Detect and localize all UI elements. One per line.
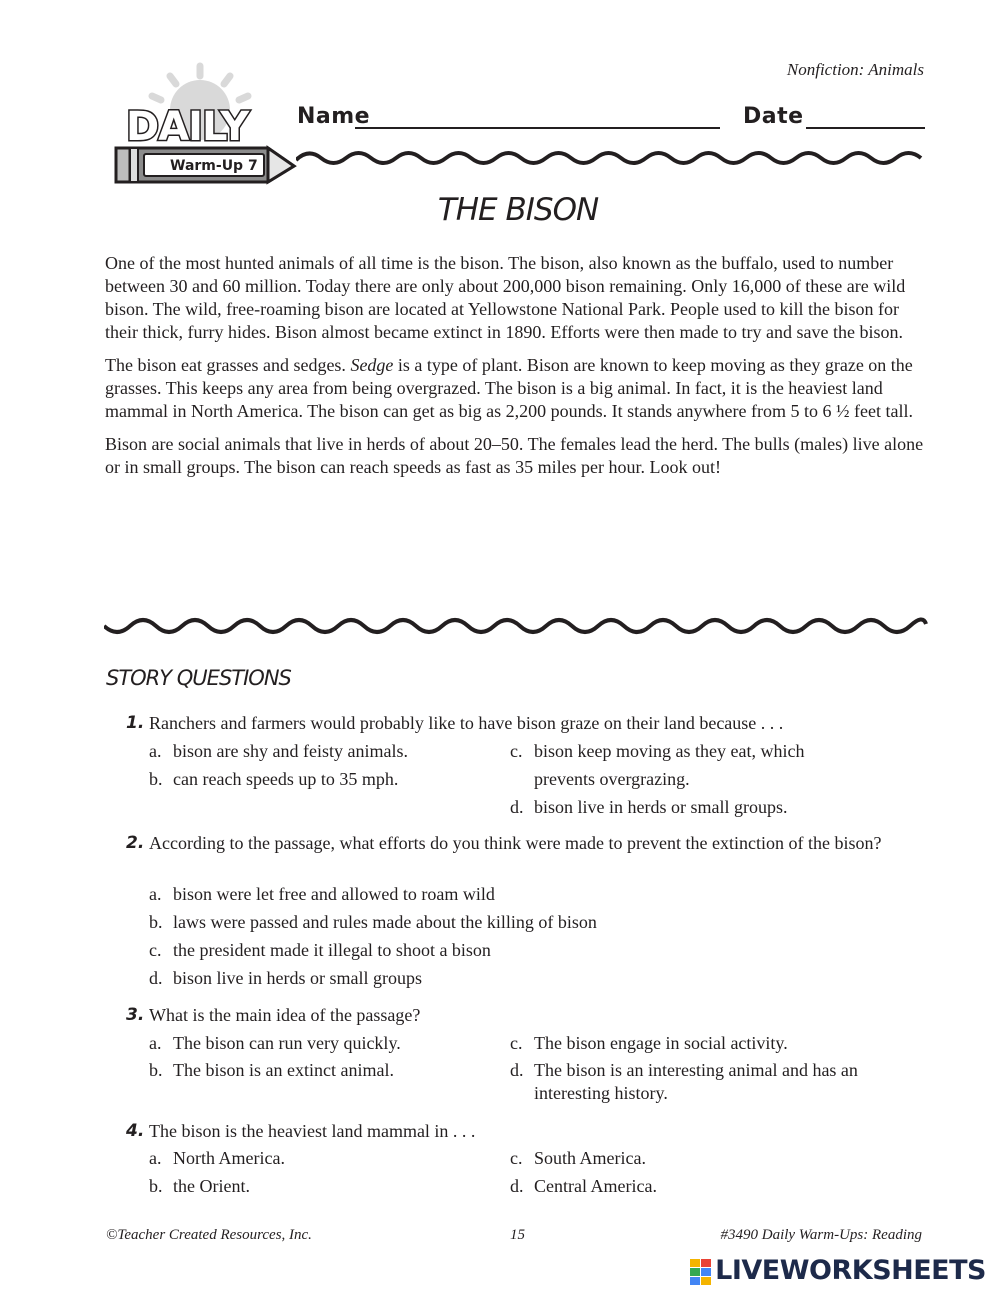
answer-option[interactable]: c. the president made it illegal to shoot a bison	[149, 940, 491, 960]
answer-option[interactable]: b. laws were passed and rules made about the killing of bison	[149, 912, 597, 932]
answer-option[interactable]: a. North America.	[149, 1148, 285, 1168]
name-label: Name	[297, 104, 371, 129]
section-heading: STORY QUESTIONS	[106, 666, 291, 690]
question	[126, 1004, 926, 1027]
answer-option[interactable]: b. The bison is an extinct animal.	[149, 1060, 394, 1080]
answer-option[interactable]: b. the Orient.	[149, 1176, 250, 1196]
logo-word: DAILY	[126, 104, 249, 150]
answer-option[interactable]: c. The bison engage in social activity.	[510, 1033, 788, 1053]
answer-option[interactable]: d. Central America.	[510, 1176, 657, 1196]
header-wave-divider	[296, 146, 926, 170]
question-number: 1.	[126, 713, 145, 733]
question-text: What is the main idea of the passage?	[149, 1005, 421, 1025]
liveworksheets-watermark[interactable]	[690, 1255, 986, 1286]
answer-option[interactable]: a. bison were let free and allowed to roam wild	[149, 884, 495, 904]
footer-book-title: #3490 Daily Warm-Ups: Reading	[720, 1227, 922, 1243]
category-label: Nonfiction: Animals	[786, 60, 924, 79]
footer-copyright: ©Teacher Created Resources, Inc.	[106, 1227, 312, 1243]
passage-paragraph: Bison are social animals that live in herds of about 20–50. The females lead the herd. The bulls (males) live alone or in small groups. The bison can reach speeds as fast as 35 miles per hour. Look out!	[105, 434, 924, 477]
answer-option[interactable]: c. bison keep moving as they eat, which prevents overgrazing.	[510, 741, 805, 789]
question-number: 3.	[126, 1005, 145, 1025]
answer-option[interactable]: d. bison live in herds or small groups.	[510, 797, 788, 817]
question-number: 2.	[126, 833, 145, 853]
name-input-line[interactable]	[355, 127, 720, 129]
section-wave-divider	[104, 614, 928, 640]
answer-option[interactable]: d. bison live in herds or small groups	[149, 968, 422, 988]
passage-paragraph: The bison eat grasses and sedges. Sedge is a type of plant. Bison are known to keep moving as they graze on the grasses. This keeps any area from being overgrazed. The bison is a big animal. In fact, it is the heaviest land mammal in North America. The bison can get as big as 2,200 pounds. It stands anywhere from 5 to 6 ½ feet tall.	[105, 355, 913, 421]
question	[126, 712, 926, 735]
answer-option[interactable]: d. The bison is an interesting animal and has an interesting history.	[510, 1060, 858, 1103]
emphasized-term: Sedge	[350, 355, 394, 375]
question	[126, 832, 926, 855]
date-input-line[interactable]	[806, 127, 925, 129]
answer-option[interactable]: a. The bison can run very quickly.	[149, 1033, 401, 1053]
reading-passage	[105, 252, 927, 489]
footer-page-number: 15	[510, 1227, 525, 1243]
question-text: According to the passage, what efforts do you think were made to prevent the extinction of the bison?	[149, 833, 882, 853]
question	[126, 1120, 926, 1143]
watermark-text: LIVEWORKSHEETS	[715, 1255, 986, 1286]
passage-paragraph: One of the most hunted animals of all time is the bison. The bison, also known as the buffalo, used to number between 30 and 60 million. Today there are only about 200,000 bison remaining. Only 16,000 of these are wild bison. The wild, free-roaming bison are located at Yellowstone National Park. People used to kill the bison for their thick, furry hides. Bison almost became extinct in 1890. Efforts were then made to try and save the bison.	[105, 253, 906, 342]
page-title: THE BISON	[437, 192, 599, 228]
question-number: 4.	[126, 1121, 145, 1141]
answer-option[interactable]: c. South America.	[510, 1148, 646, 1168]
question-text: Ranchers and farmers would probably like to have bison graze on their land because . . .	[149, 713, 784, 733]
answer-option[interactable]: a. bison are shy and feisty animals.	[149, 741, 408, 761]
daily-warmup-logo	[108, 62, 298, 186]
logo-subtitle: Warm-Up 7	[170, 158, 258, 174]
liveworksheets-logo-icon	[690, 1259, 712, 1285]
question-text: The bison is the heaviest land mammal in . . .	[149, 1121, 476, 1141]
date-label: Date	[743, 104, 804, 129]
answer-option[interactable]: b. can reach speeds up to 35 mph.	[149, 769, 399, 789]
